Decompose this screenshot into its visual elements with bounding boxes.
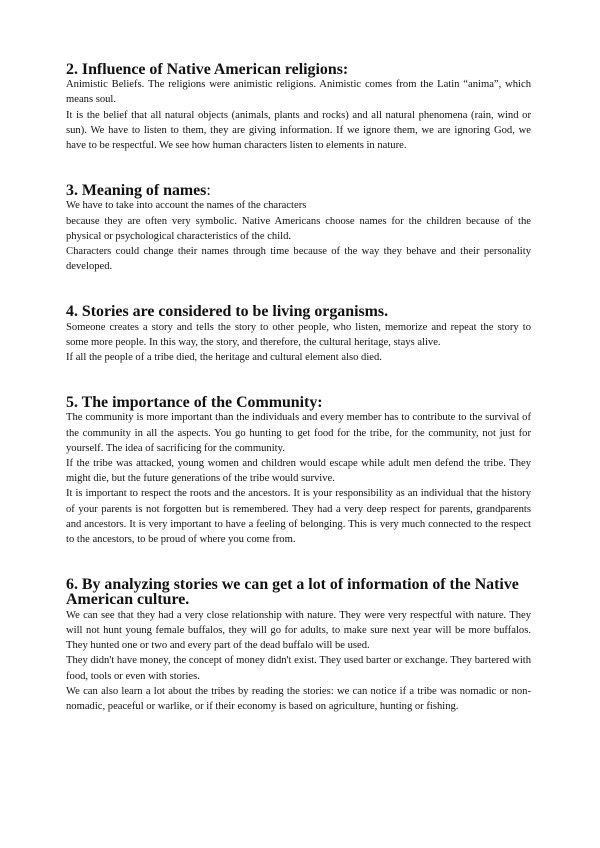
section-heading-text: 4. Stories are considered to be living organisms. (66, 303, 389, 321)
paragraph: because they are often very symbolic. Native Americans choose names for the children because of the physical or psychological characteristics of the child. (66, 215, 531, 242)
section-heading (66, 183, 531, 198)
document-page (66, 62, 531, 714)
section-heading (66, 395, 531, 410)
paragraph: We have to take into account the names of the characters (66, 200, 307, 212)
section-heading-text: 3. Meaning of names (66, 182, 207, 200)
paragraph: The community is more important than the individuals and every member has to contribute to the survival of the community in all the aspects. You go hunting to get food for the tribe, for the community, not just for yourself. The idea of sacrificing for the community. (66, 412, 531, 454)
paragraph: Characters could change their names through time because of the way they behave and their personality developed. (66, 246, 531, 273)
section-heading-suffix: : (206, 182, 211, 200)
section-names (66, 183, 531, 274)
section-heading-text: 5. The importance of the Community: (66, 394, 323, 412)
paragraph: We can see that they had a very close relationship with nature. They were very respectful with nature. They will not hunt young female buffalos, they will go for adults, to make sure next year will be more buffalos. They hunted one or two and every part of the dead buffalo will be used. (66, 609, 531, 652)
section-heading-text: 6. By analyzing stories we can get a lot of information of the Native American culture. (66, 576, 519, 609)
section-heading (66, 62, 531, 77)
section-community (66, 395, 531, 547)
paragraph: They didn't have money, the concept of money didn't exist. They used barter or exchange. They bartered with food, tools or even with stories. (66, 655, 531, 682)
section-heading (66, 577, 531, 607)
section-religions (66, 62, 531, 153)
section-heading-text: 2. Influence of Native American religions: (66, 61, 349, 78)
paragraph: Animistic Beliefs. The religions were animistic religions. Animistic comes from the Latin “anima”, which means soul. (66, 79, 531, 106)
section-analyzing-stories (66, 577, 531, 714)
paragraph: If all the people of a tribe died, the heritage and cultural element also died. (66, 352, 382, 364)
section-heading (66, 304, 531, 319)
paragraph: It is the belief that all natural objects (animals, plants and rocks) and all natural phenomena (rain, wind or sun). We have to listen to them, they are giving information. If we ignore them, we are ignoring God, we have to be respectful. We see how human characters listen to elements in nature. (66, 109, 531, 152)
paragraph: We can also learn a lot about the tribes by reading the stories: we can notice if a tribe was nomadic or non-nomadic, peaceful or warlike, or if their economy is based on agriculture, hunting or fishing. (66, 685, 531, 712)
paragraph: It is important to respect the roots and the ancestors. It is your responsibility as an individual that the history of your parents is not forgotten but is remembered. They had a very deep respect for parents, grandparents and ancestors. It is very important to have a feeling of belonging. This is very much connected to the respect to the ancestors, to be proud of where you come from. (66, 488, 531, 546)
section-stories (66, 304, 531, 365)
paragraph: Someone creates a story and tells the story to other people, who listen, memorize and repeat the story to some more people. In this way, the story, and therefore, the cultural heritage, stays alive. (66, 321, 531, 348)
paragraph: If the tribe was attacked, young women and children would escape while adult men defend the tribe. They might die, but the future generations of the tribe would survive. (66, 458, 531, 485)
